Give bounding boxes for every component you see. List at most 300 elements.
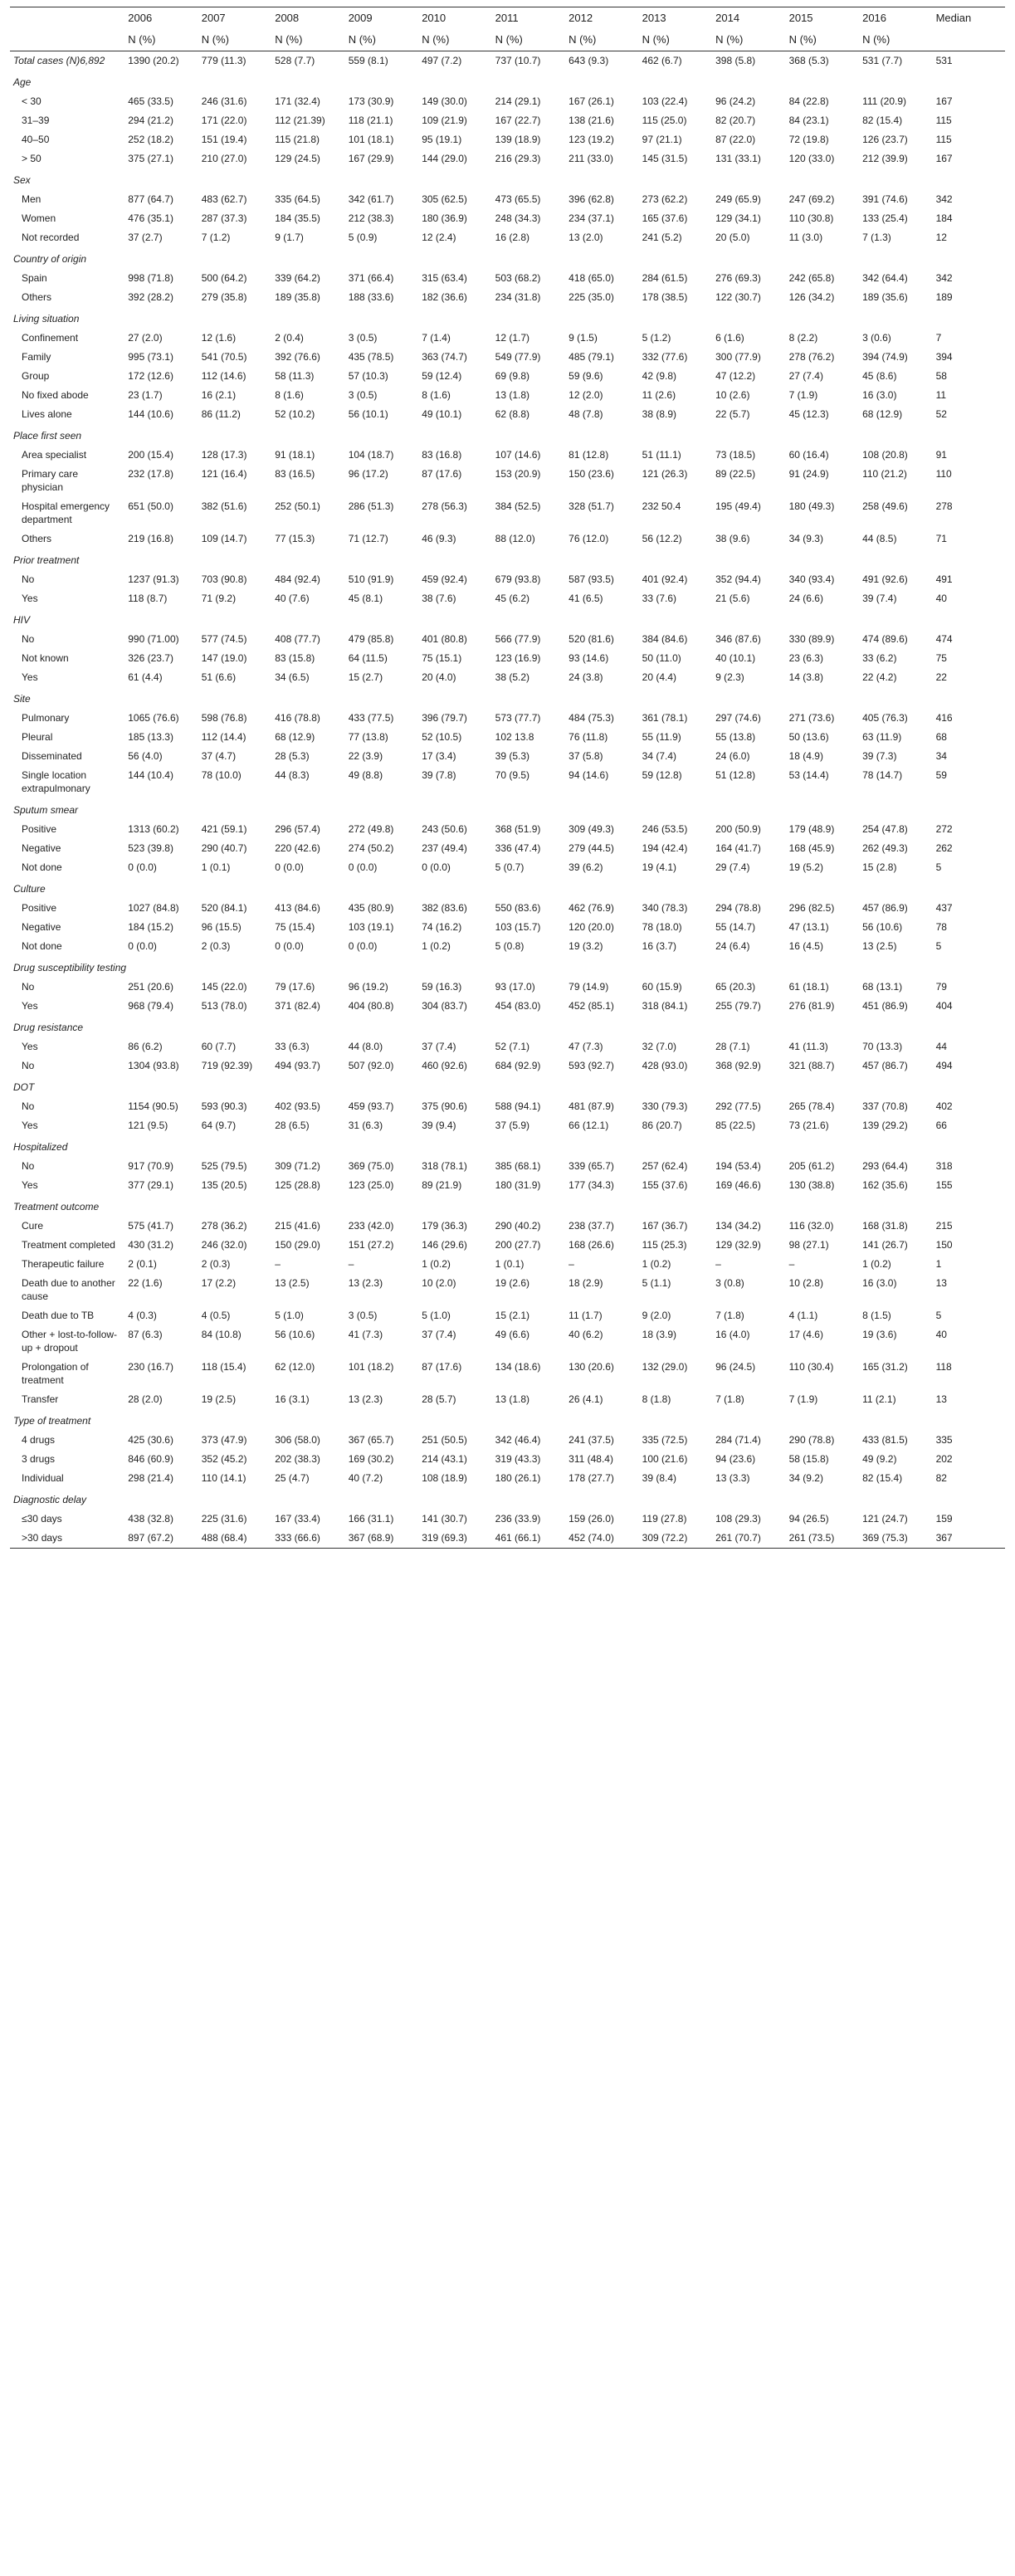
value-cell: 56 (12.2) [642, 533, 682, 544]
value-cell: 82 (20.7) [715, 115, 756, 126]
value-cell: 31 (6.3) [348, 1120, 383, 1131]
value-cell: 276 (81.9) [788, 1000, 835, 1012]
value-cell: 503 (68.2) [495, 272, 541, 284]
value-cell: 10 (2.0) [422, 1277, 456, 1289]
value-cell: 96 (17.2) [348, 468, 388, 480]
section-spacer [198, 1076, 1005, 1097]
value-cell: 7 (1.9) [788, 1393, 818, 1405]
value-cell: 179 (48.9) [788, 823, 835, 835]
value-cell: 452 (74.0) [565, 1529, 638, 1549]
value-cell: 258 (49.6) [862, 500, 908, 512]
value-cell: 167 (22.7) [495, 115, 541, 126]
value-cell: 24 (6.4) [715, 940, 750, 952]
value-cell: 121 (26.3) [642, 468, 688, 480]
value-cell: 413 (84.6) [275, 902, 320, 914]
value-cell: 330 (89.9) [788, 633, 835, 645]
value-cell: 37 (5.8) [568, 750, 603, 762]
value-cell: 5 (0.7) [495, 861, 525, 873]
value-cell: 128 (17.3) [201, 449, 247, 461]
value-cell: 115 (25.0) [642, 115, 687, 126]
value-cell: 24 (6.0) [715, 750, 750, 762]
value-cell: 243 (50.6) [422, 823, 467, 835]
section-label: Living situation [13, 313, 80, 324]
section-label: Drug resistance [13, 1022, 84, 1033]
value-cell: 318 (78.1) [422, 1160, 467, 1172]
value-cell: 13 (2.3) [348, 1393, 383, 1405]
value-cell: 510 (91.9) [348, 573, 394, 585]
value-cell: 41 (6.5) [568, 593, 603, 604]
value-cell: 168 (31.8) [862, 1220, 908, 1232]
value-cell: 37 (4.7) [201, 750, 237, 762]
section-header-row [10, 1195, 1005, 1217]
value-cell: 82 (15.4) [862, 1472, 903, 1484]
value-cell: 39 (6.2) [568, 861, 603, 873]
value-cell: 20 (4.4) [642, 671, 676, 683]
section-label: Hospitalized [13, 1141, 68, 1153]
value-cell: 3 (0.5) [348, 332, 378, 344]
value-cell: 11 (1.7) [568, 1310, 603, 1321]
row-label: Prolongation of treatment [22, 1361, 89, 1386]
value-cell: 246 (32.0) [201, 1239, 247, 1251]
section-spacer [198, 307, 1005, 329]
value-cell: 232 50.4 [642, 500, 681, 512]
value-cell: 28 (6.5) [275, 1120, 310, 1131]
value-cell: 494 (93.7) [275, 1060, 320, 1071]
value-cell: 27 (2.0) [128, 332, 163, 344]
value-cell: 151 (27.2) [348, 1239, 394, 1251]
value-cell: 141 (26.7) [862, 1239, 908, 1251]
value-cell: 126 (23.7) [862, 134, 908, 145]
section-label: Culture [13, 883, 46, 895]
value-cell: 8 (2.2) [788, 332, 818, 344]
value-cell: 435 (78.5) [348, 351, 394, 363]
section-label: Prior treatment [13, 554, 80, 566]
value-cell: 79 (17.6) [275, 981, 315, 993]
table-row [10, 570, 1005, 589]
row-label: >30 days [10, 1529, 124, 1549]
section-spacer [198, 608, 1005, 630]
value-cell: 367 (68.9) [345, 1529, 418, 1549]
row-label: Individual [22, 1472, 64, 1484]
value-cell: 368 (51.9) [495, 823, 541, 835]
value-cell: 194 (53.4) [715, 1160, 761, 1172]
median-cell: 159 [935, 1513, 953, 1525]
value-cell: 20 (4.0) [422, 671, 456, 683]
row-label: Pulmonary [22, 712, 70, 724]
value-cell: 57 (10.3) [348, 370, 388, 382]
value-cell: 484 (92.4) [275, 573, 320, 585]
value-cell: 59 (16.3) [422, 981, 462, 993]
value-cell: 165 (31.2) [862, 1361, 908, 1373]
value-cell: 11 (3.0) [788, 232, 823, 243]
value-cell: 83 (16.8) [422, 449, 462, 461]
table-row [10, 1236, 1005, 1255]
median-cell: 367 [933, 1529, 1005, 1549]
value-cell: 121 (24.7) [862, 1513, 908, 1525]
value-cell: 16 (2.1) [201, 389, 237, 401]
value-cell: 335 (72.5) [642, 1434, 688, 1446]
median-cell: 404 [935, 1000, 953, 1012]
value-cell: 55 (11.9) [642, 731, 681, 743]
value-cell: 292 (77.5) [715, 1100, 761, 1112]
value-cell: 462 (76.9) [568, 902, 614, 914]
value-cell: 234 (31.8) [495, 291, 541, 303]
value-cell: 93 (14.6) [568, 652, 609, 664]
value-cell: 566 (77.9) [495, 633, 541, 645]
value-cell: 335 (64.5) [275, 193, 320, 205]
value-cell: 34 (9.3) [788, 533, 823, 544]
value-cell: 262 (49.3) [862, 842, 908, 854]
value-cell: 7 (1.8) [715, 1310, 744, 1321]
value-cell: 404 (80.8) [348, 1000, 394, 1012]
value-cell: 45 (12.3) [788, 408, 829, 420]
median-cell: 59 [935, 769, 947, 781]
value-cell: 513 (78.0) [201, 1000, 247, 1012]
value-cell: 121 (16.4) [201, 468, 247, 480]
row-label: Positive [22, 902, 57, 914]
value-cell: 101 (18.1) [348, 134, 394, 145]
row-label: No [22, 633, 35, 645]
value-cell: 79 (14.9) [568, 981, 609, 993]
value-cell: 64 (11.5) [348, 652, 388, 664]
year-header-row [10, 7, 1005, 30]
value-cell: 278 (76.2) [788, 351, 835, 363]
value-cell: 0 (0.0) [275, 861, 304, 873]
value-cell: 719 (92.39) [201, 1060, 253, 1071]
median-cell: 115 [935, 134, 952, 145]
section-header-row [10, 1016, 1005, 1037]
row-label: Single location extrapulmonary [22, 769, 90, 794]
row-label: Family [22, 351, 51, 363]
table-row [10, 228, 1005, 247]
value-cell: 332 (77.6) [642, 351, 688, 363]
value-cell: 119 (27.8) [642, 1513, 687, 1525]
value-cell: 0 (0.0) [128, 861, 157, 873]
value-cell: 371 (82.4) [275, 1000, 320, 1012]
value-cell: 2 (0.3) [201, 940, 231, 952]
value-cell: 261 (73.5) [786, 1529, 859, 1549]
value-cell: 384 (52.5) [495, 500, 541, 512]
value-cell: 257 (62.4) [642, 1160, 688, 1172]
value-cell: 16 (4.5) [788, 940, 823, 952]
table-row [10, 937, 1005, 956]
value-cell: 333 (66.6) [271, 1529, 344, 1549]
value-cell: 428 (93.0) [642, 1060, 688, 1071]
subheader-blank [933, 29, 1005, 51]
value-cell: 573 (77.7) [495, 712, 541, 724]
value-cell: 134 (18.6) [495, 1361, 541, 1373]
median-cell: 167 [935, 95, 953, 107]
value-cell: 454 (83.0) [495, 1000, 541, 1012]
table-row [10, 839, 1005, 858]
table-row [10, 1157, 1005, 1176]
table-row [10, 497, 1005, 529]
value-cell: 215 (41.6) [275, 1220, 320, 1232]
row-label: Disseminated [22, 750, 82, 762]
value-cell: 13 (2.5) [275, 1277, 310, 1289]
section-header-row [10, 71, 1005, 92]
value-cell: 507 (92.0) [348, 1060, 394, 1071]
value-cell: 368 (92.9) [715, 1060, 761, 1071]
median-cell: 91 [935, 449, 947, 461]
value-cell: 63 (11.9) [862, 731, 902, 743]
value-cell: 247 (69.2) [788, 193, 835, 205]
year-header: 2007 [198, 7, 271, 30]
value-cell: 737 (10.7) [495, 55, 541, 66]
value-cell: 135 (20.5) [201, 1179, 247, 1191]
value-cell: 459 (93.7) [348, 1100, 394, 1112]
table-row [10, 630, 1005, 649]
value-cell: 69 (9.8) [495, 370, 530, 382]
table-row [10, 190, 1005, 209]
row-label: Hospital emergency department [22, 500, 110, 525]
value-cell: 149 (30.0) [422, 95, 467, 107]
year-header: 2013 [639, 7, 712, 30]
value-cell: 396 (79.7) [422, 712, 467, 724]
value-cell: 598 (76.8) [201, 712, 247, 724]
value-cell: 541 (70.5) [201, 351, 247, 363]
value-cell: 116 (32.0) [788, 1220, 834, 1232]
value-cell: 451 (86.9) [862, 1000, 908, 1012]
value-cell: 273 (62.2) [642, 193, 688, 205]
value-cell: 401 (92.4) [642, 573, 688, 585]
value-cell: 7 (1.9) [788, 389, 818, 401]
table-row [10, 92, 1005, 111]
value-cell: 13 (2.3) [348, 1277, 383, 1289]
value-cell: 44 (8.3) [275, 769, 310, 781]
value-cell: 438 (32.8) [128, 1513, 173, 1525]
value-cell: – [348, 1258, 354, 1270]
value-cell: 129 (32.9) [715, 1239, 761, 1251]
value-cell: 1 (0.2) [422, 1258, 451, 1270]
value-cell: 457 (86.9) [862, 902, 908, 914]
value-cell: 81 (12.8) [568, 449, 609, 461]
row-label: Lives alone [22, 408, 72, 420]
value-cell: 141 (30.7) [422, 1513, 467, 1525]
median-cell: 40 [935, 1329, 947, 1340]
value-cell: 12 (2.0) [568, 389, 603, 401]
table-row [10, 111, 1005, 130]
value-cell: 408 (77.7) [275, 633, 320, 645]
value-cell: 178 (27.7) [568, 1472, 614, 1484]
median-cell: 1 [935, 1258, 942, 1270]
value-cell: 120 (20.0) [568, 921, 614, 933]
value-cell: 19 (3.2) [568, 940, 603, 952]
value-cell: 166 (31.1) [348, 1513, 394, 1525]
value-cell: 588 (94.1) [495, 1100, 541, 1112]
row-label: Other + lost-to-follow-up + dropout [22, 1329, 118, 1354]
row-label: Pleural [22, 731, 53, 743]
value-cell: 205 (61.2) [788, 1160, 835, 1172]
value-cell: 4 (1.1) [788, 1310, 818, 1321]
value-cell: – [788, 1258, 795, 1270]
value-cell: 452 (85.1) [568, 1000, 614, 1012]
value-cell: 246 (31.6) [201, 95, 247, 107]
row-label: Cure [22, 1220, 44, 1232]
median-cell: 150 [935, 1239, 953, 1251]
subheader-n-percent: N (%) [712, 29, 785, 51]
value-cell: 39 (7.8) [422, 769, 456, 781]
value-cell: 7 (1.8) [715, 1393, 744, 1405]
section-header-row [10, 798, 1005, 820]
row-label: Yes [22, 593, 38, 604]
value-cell: 340 (93.4) [788, 573, 835, 585]
value-cell: 430 (31.2) [128, 1239, 173, 1251]
value-cell: – [568, 1258, 574, 1270]
row-label: Transfer [22, 1393, 59, 1405]
row-label: Not known [22, 652, 69, 664]
value-cell: 118 (8.7) [128, 593, 168, 604]
value-cell: 392 (28.2) [128, 291, 173, 303]
median-cell: 13 [935, 1277, 947, 1289]
value-cell: 7 (1.3) [862, 232, 891, 243]
table-row [10, 405, 1005, 424]
value-cell: 56 (10.1) [348, 408, 388, 420]
table-row [10, 269, 1005, 288]
value-cell: 59 (9.6) [568, 370, 603, 382]
table-row [10, 329, 1005, 348]
section-spacer [198, 247, 1005, 269]
value-cell: 294 (78.8) [715, 902, 761, 914]
value-cell: 123 (25.0) [348, 1179, 394, 1191]
value-cell: 5 (1.0) [275, 1310, 304, 1321]
table-row [10, 1097, 1005, 1116]
row-label: Area specialist [22, 449, 87, 461]
value-cell: 60 (15.9) [642, 981, 682, 993]
value-cell: 64 (9.7) [201, 1120, 237, 1131]
value-cell: 56 (4.0) [128, 750, 163, 762]
table-row [10, 465, 1005, 497]
value-cell: 459 (92.4) [422, 573, 467, 585]
value-cell: 339 (65.7) [568, 1160, 614, 1172]
value-cell: 72 (19.8) [788, 134, 829, 145]
value-cell: 34 (6.5) [275, 671, 310, 683]
value-cell: 305 (62.5) [422, 193, 467, 205]
value-cell: 237 (49.4) [422, 842, 467, 854]
value-cell: 76 (11.8) [568, 731, 608, 743]
value-cell: 155 (37.6) [642, 1179, 688, 1191]
value-cell: 18 (4.9) [788, 750, 823, 762]
value-cell: 474 (89.6) [862, 633, 908, 645]
value-cell: 169 (30.2) [348, 1453, 394, 1465]
row-label: Negative [22, 921, 61, 933]
median-cell: 342 [935, 272, 953, 284]
section-header-row [10, 549, 1005, 570]
row-label: No [22, 1100, 35, 1112]
value-cell: 361 (78.1) [642, 712, 688, 724]
value-cell: 37 (2.7) [128, 232, 163, 243]
value-cell: 21 (5.6) [715, 593, 750, 604]
table-row [10, 1469, 1005, 1488]
value-cell: 461 (66.1) [492, 1529, 565, 1549]
value-cell: 559 (8.1) [348, 55, 388, 66]
year-header: 2016 [859, 7, 932, 30]
value-cell: 684 (92.9) [495, 1060, 541, 1071]
value-cell: 520 (84.1) [201, 902, 247, 914]
median-cell: 215 [935, 1220, 953, 1232]
value-cell: 22 (1.6) [128, 1277, 163, 1289]
value-cell: 112 (14.6) [201, 370, 246, 382]
value-cell: 284 (61.5) [642, 272, 688, 284]
value-cell: 373 (47.9) [201, 1434, 247, 1446]
table-row [10, 1325, 1005, 1358]
value-cell: 679 (93.8) [495, 573, 541, 585]
value-cell: 319 (69.3) [418, 1529, 491, 1549]
value-cell: 433 (77.5) [348, 712, 394, 724]
value-cell: 6 (1.6) [715, 332, 744, 344]
value-cell: 2 (0.1) [128, 1258, 157, 1270]
row-label: Men [22, 193, 41, 205]
table-row [10, 1390, 1005, 1409]
value-cell: 0 (0.0) [422, 861, 451, 873]
value-cell: 39 (5.3) [495, 750, 530, 762]
value-cell: 70 (9.5) [495, 769, 530, 781]
value-cell: 371 (66.4) [348, 272, 394, 284]
value-cell: 83 (16.5) [275, 468, 315, 480]
value-cell: 342 (46.4) [495, 1434, 541, 1446]
value-cell: 122 (30.7) [715, 291, 761, 303]
value-cell: 352 (94.4) [715, 573, 761, 585]
value-cell: 593 (92.7) [568, 1060, 614, 1071]
median-cell: 78 [935, 921, 947, 933]
value-cell: 42 (9.8) [642, 370, 676, 382]
value-cell: 88 (12.0) [495, 533, 535, 544]
median-cell: 184 [935, 212, 953, 224]
table-row [10, 386, 1005, 405]
value-cell: 76 (12.0) [568, 533, 609, 544]
median-cell: 335 [935, 1434, 953, 1446]
value-cell: 153 (20.9) [495, 468, 541, 480]
row-label: Therapeutic failure [22, 1258, 105, 1270]
subheader-n-percent: N (%) [859, 29, 932, 51]
value-cell: 233 (42.0) [348, 1220, 394, 1232]
value-cell: 528 (7.7) [275, 55, 315, 66]
row-label: Not done [22, 940, 62, 952]
value-cell: 38 (8.9) [642, 408, 676, 420]
value-cell: 120 (33.0) [788, 153, 835, 164]
value-cell: 56 (10.6) [275, 1329, 315, 1340]
value-cell: 7 (1.4) [422, 332, 451, 344]
median-cell: 71 [935, 533, 947, 544]
year-header: 2011 [492, 7, 565, 30]
value-cell: 18 (2.9) [568, 1277, 603, 1289]
median-cell: 318 [935, 1160, 953, 1172]
value-cell: 488 (68.4) [198, 1529, 271, 1549]
value-cell: 593 (90.3) [201, 1100, 247, 1112]
value-cell: 50 (11.0) [642, 652, 681, 664]
value-cell: 162 (35.6) [862, 1179, 908, 1191]
table-row [10, 1358, 1005, 1390]
value-cell: 110 (14.1) [201, 1472, 246, 1484]
table-row [10, 1450, 1005, 1469]
value-cell: 65 (20.3) [715, 981, 756, 993]
value-cell: 96 (24.2) [715, 95, 756, 107]
value-cell: 45 (8.6) [862, 370, 897, 382]
value-cell: 252 (18.2) [128, 134, 173, 145]
value-cell: 234 (37.1) [568, 212, 614, 224]
value-cell: 182 (36.6) [422, 291, 467, 303]
median-cell: 82 [935, 1472, 947, 1484]
value-cell: 71 (12.7) [348, 533, 388, 544]
value-cell: 14 (3.8) [788, 671, 823, 683]
table-row [10, 858, 1005, 877]
value-cell: 0 (0.0) [348, 940, 378, 952]
median-cell: 7 [935, 332, 942, 344]
value-cell: 0 (0.0) [128, 940, 157, 952]
value-cell: 38 (7.6) [422, 593, 456, 604]
value-cell: 211 (33.0) [568, 153, 613, 164]
value-cell: 252 (50.1) [275, 500, 320, 512]
